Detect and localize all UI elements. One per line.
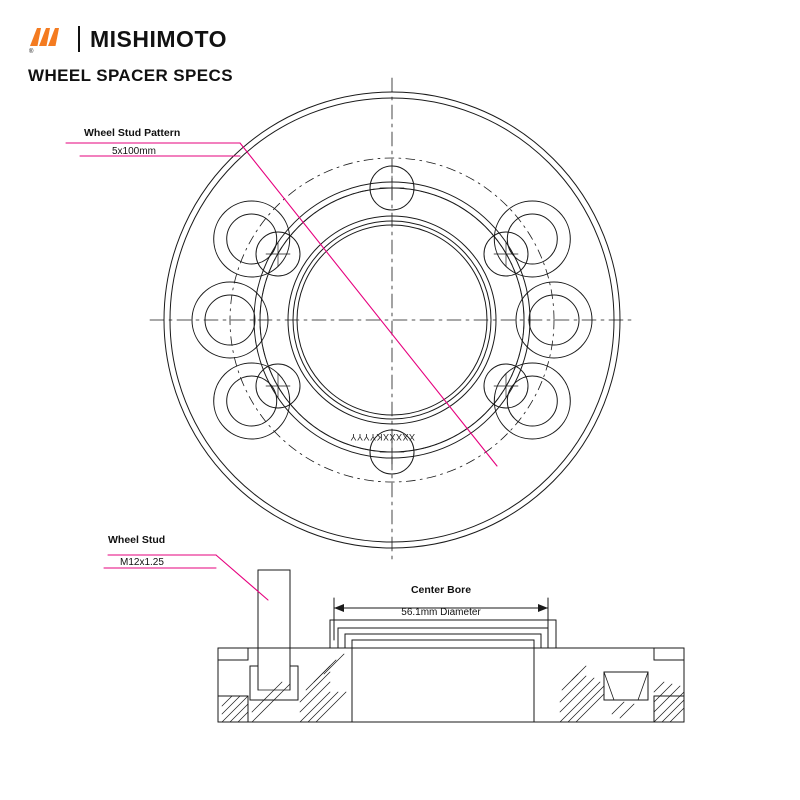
- spacer-front-view: [150, 78, 634, 562]
- part-etch-text: XXXXXKYYYY: [350, 432, 416, 442]
- callout-leaders: [66, 143, 497, 600]
- section-hatch-left: [222, 682, 290, 722]
- lug-seat-section: [604, 672, 648, 700]
- section-hatch-left-inner: [300, 654, 346, 722]
- callout-underlines: [80, 156, 240, 568]
- center-bore-label: Center Bore: [410, 584, 472, 596]
- svg-text:®: ®: [29, 49, 34, 54]
- wheel-stud-label: Wheel Stud: [108, 534, 166, 546]
- section-hatch-right: [560, 666, 684, 722]
- wheel-stud-value: M12x1.25: [120, 557, 164, 568]
- brand-name: MISHIMOTO: [90, 25, 227, 52]
- center-bore-value: 56.1mm Diameter: [401, 607, 481, 618]
- wheel-stud-section: [250, 570, 298, 700]
- wheel-stud-pattern-label: Wheel Stud Pattern: [84, 127, 181, 139]
- wheel-stud-pattern-value: 5x100mm: [112, 146, 156, 157]
- page-title: WHEEL SPACER SPECS: [28, 66, 233, 85]
